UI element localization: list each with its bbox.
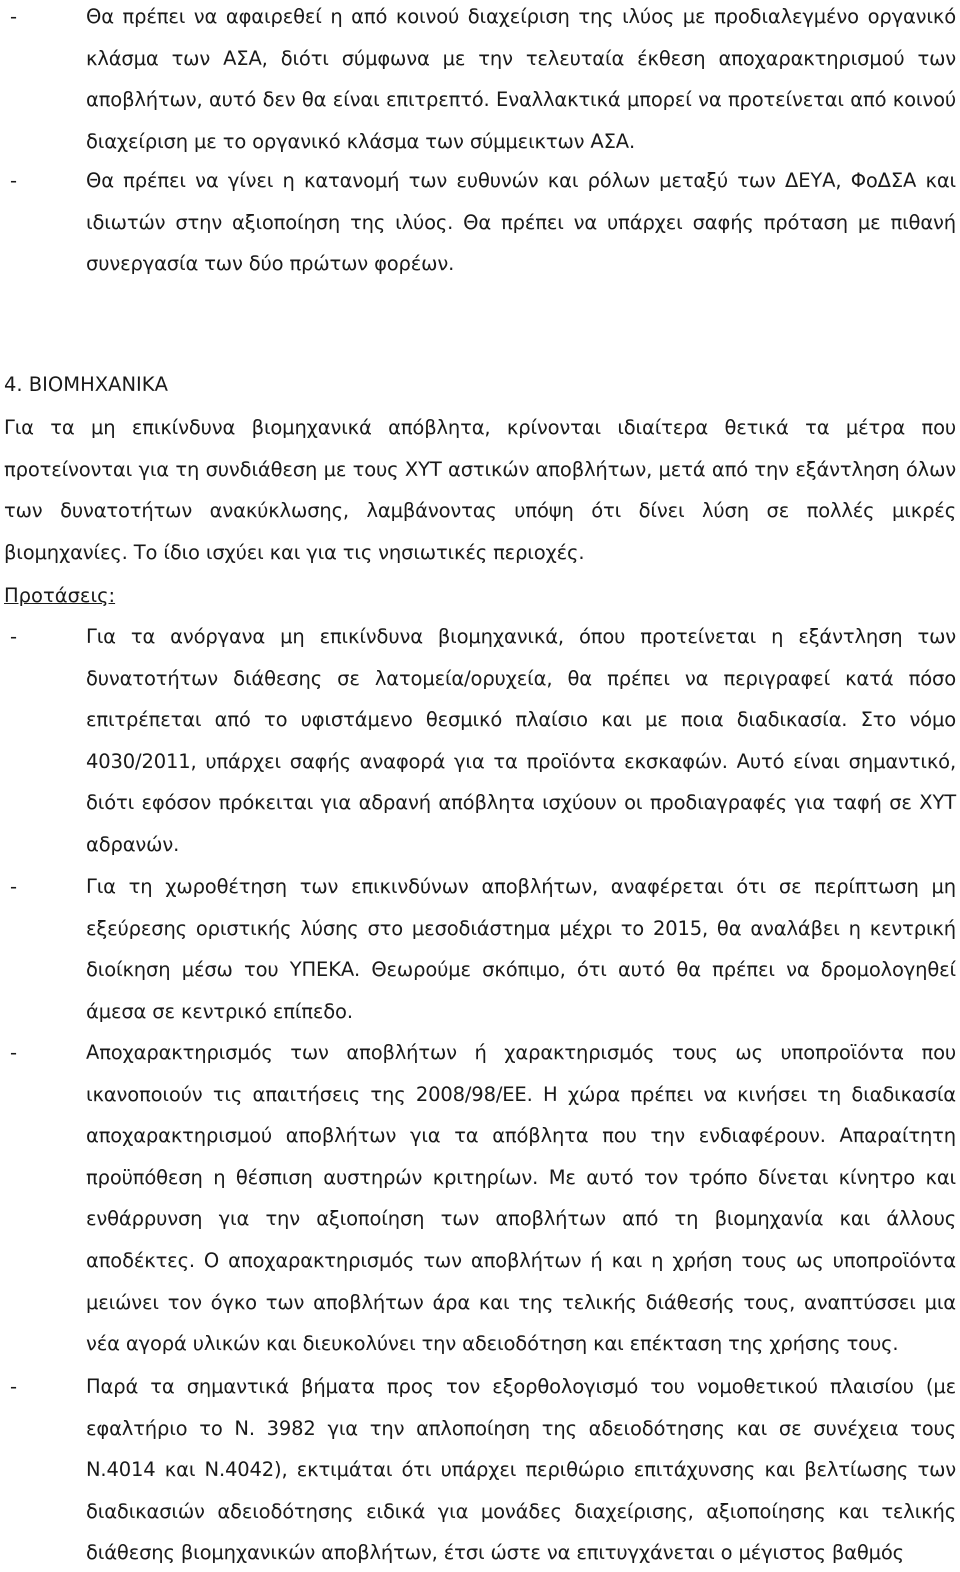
top-item-1: Θα πρέπει να αφαιρεθεί η από κοινού διαχείριση της ιλύος με προδιαλεγμένο οργανικό κλάσμα των ΑΣΑ, διότι σύμφωνα με την τελευταία έκθεση αποχαρακτηρισμού των αποβλήτων, αυτό δεν θα είναι επιτρεπτό. Εναλλακτικά μπορεί να προτείνεται από κοινού διαχείριση με το οργανικό κλάσμα των σύμμεικτων ΑΣΑ. bbox=[86, 5, 956, 153]
proposal-item-2: Για τη χωροθέτηση των επικινδύνων αποβλήτων, αναφέρεται ότι σε περίπτωση μη εξεύρεσης οριστικής λύσης στο μεσοδιάστημα μέχρι το 2015, θα αναλάβει η κεντρική διοίκηση μέσω του ΥΠΕΚΑ. Θεωρούμε σκόπιμο, ότι αυτό θα πρέπει να δρομολογηθεί άμεσα σε κεντρικό επίπεδο. bbox=[86, 875, 956, 1023]
section-paragraph: Για τα μη επικίνδυνα βιομηχανικά απόβλητα, κρίνονται ιδιαίτερα θετικά τα μέτρα που προτείνονται για τη συνδιάθεση με τους ΧΥΤ αστικών αποβλήτων, μετά από την εξάντληση όλων των δυνατοτήτων ανακύκλωσης, λαμβάνοντας υπόψη ότι δίνει λύση σε πολλές μικρές βιομηχανίες. Το ίδιο ισχύει και για τις νησιωτικές περιοχές. bbox=[4, 416, 956, 564]
proposals-label: Προτάσεις: bbox=[4, 584, 116, 607]
proposal-item-1: Για τα ανόργανα μη επικίνδυνα βιομηχανικά, όπου προτείνεται η εξάντληση των δυνατοτήτων διάθεσης σε λατομεία/ορυχεία, θα πρέπει να περιγραφεί κατά πόσο επιτρέπεται από το υφιστάμενο θεσμικό πλαίσιο και με ποια διαδικασία. Στο νόμο 4030/2011, υπάρχει σαφής αναφορά για τα προϊόντα εκσκαφών. Αυτό είναι σημαντικό, διότι εφόσον πρόκειται για αδρανή απόβλητα ισχύουν οι προδιαγραφές για ταφή σε ΧΥΤ αδρανών. bbox=[86, 625, 956, 856]
bullet-marker: - bbox=[10, 1375, 18, 1398]
section-heading: 4. ΒΙΟΜΗΧΑΝΙΚΑ bbox=[4, 373, 168, 396]
bullet-marker: - bbox=[10, 169, 18, 192]
bullet-marker: - bbox=[10, 875, 18, 898]
proposal-item-4: Παρά τα σημαντικά βήματα προς τον εξορθολογισμό του νομοθετικού πλαισίου (με εφαλτήριο το Ν. 3982 για την απλοποίηση της αδειοδότησης και σε συνέχεια τους Ν.4014 και Ν.4042), εκτιμάται ότι υπάρχει περιθώριο επιτάχυνσης και βελτίωσης των διαδικασιών αδειοδότησης ειδικά για μονάδες διαχείρισης, αξιοποίησης και τελικής διάθεσης βιομηχανικών αποβλήτων, έτσι ώστε να επιτυγχάνεται ο μέγιστος βαθμός bbox=[86, 1375, 956, 1565]
proposal-item-3: Αποχαρακτηρισμός των αποβλήτων ή χαρακτηρισμός τους ως υποπροϊόντα που ικανοποιούν τις απαιτήσεις της 2008/98/ΕΕ. Η χώρα πρέπει να κινήσει τη διαδικασία αποχαρακτηρισμού αποβλήτων για τα απόβλητα που την ενδιαφέρουν. Απαραίτητη προϋπόθεση η θέσπιση αυστηρών κριτηρίων. Με αυτό τον τρόπο δίνεται κίνητρο και ενθάρρυνση για την αξιοποίηση των αποβλήτων από τη βιομηχανία και άλλους αποδέκτες. Ο αποχαρακτηρισμός των αποβλήτων ή και η χρήση τους ως υποπροϊόντα μειώνει τον όγκο των αποβλήτων άρα και της τελικής διάθεσής τους, αναπτύσσει μια νέα αγορά υλικών και διευκολύνει την αδειοδότηση και επέκταση της χρήσης τους. bbox=[86, 1041, 956, 1356]
bullet-marker: - bbox=[10, 5, 18, 28]
top-item-2: Θα πρέπει να γίνει η κατανομή των ευθυνών και ρόλων μεταξύ των ΔΕΥΑ, ΦοΔΣΑ και ιδιωτών στην αξιοποίηση της ιλύος. Θα πρέπει να υπάρχει σαφής πρόταση με πιθανή συνεργασία των δύο πρώτων φορέων. bbox=[86, 169, 956, 276]
bullet-marker: - bbox=[10, 1041, 18, 1064]
bullet-marker: - bbox=[10, 625, 18, 648]
